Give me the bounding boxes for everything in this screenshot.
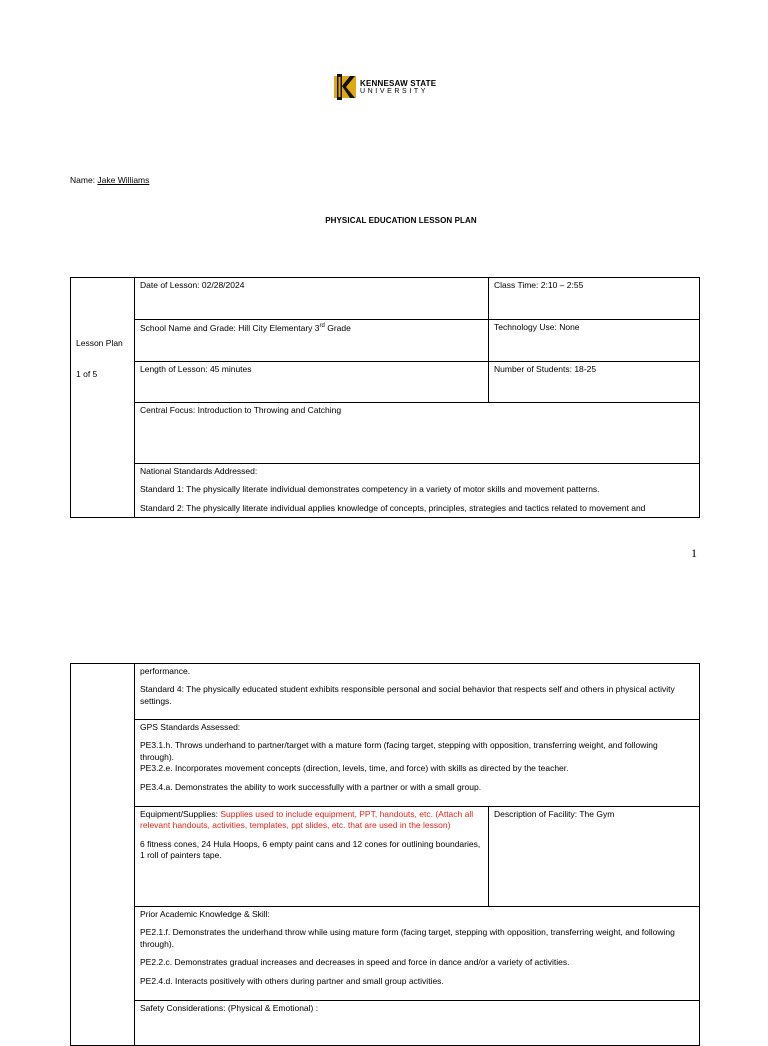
school-name-grade [135,320,489,362]
prior-skill-pe2-1-f: PE2.1.f. Demonstrates the underhand throw while using mature form (facing target, stepping with opposition, transferring weight, and following through). [140,927,675,949]
standard-2-continuation: performance. [140,666,191,676]
national-standards-section [135,464,700,518]
lesson-plan-sidebar [71,278,135,518]
gps-standard-pe3-1-h: PE3.1.h. Throws underhand to partner/target with a mature form (facing target, stepping with opposition, transferring weight, and following through). [140,740,658,762]
prior-skill-pe2-2-c: PE2.2.c. Demonstrates gradual increases and decreases in speed and force in dance and/or a variety of activities. [140,957,570,968]
prior-knowledge-section [135,907,700,1001]
lesson-plan-label: Lesson Plan [76,338,123,348]
safety-considerations: Safety Considerations: (Physical & Emotional) : [135,1001,700,1046]
ksu-monogram-icon [334,74,356,100]
lesson-plan-table-page2 [70,663,700,1046]
page-number: 1 [691,546,697,560]
standard-1-text: Standard 1: The physically literate individual demonstrates competency in a variety of motor skills and movement patterns. [140,484,600,495]
prior-skill-pe2-4-d: PE2.4.d. Interacts positively with others during partner and small group activities. [140,975,444,986]
document-title: PHYSICAL EDUCATION LESSON PLAN [325,216,477,225]
central-focus: Central Focus: Introduction to Throwing and Catching [135,403,700,464]
logo-line-university: UNIVERSITY [360,87,429,95]
facility-description: Description of Facility: The Gym [489,807,700,907]
page2-sidebar [71,664,135,1046]
technology-use: Technology Use: None [489,320,700,362]
equipment-supplies [135,807,489,907]
name-label: Name: [70,175,96,185]
gps-standard-pe3-2-e: PE3.2.e. Incorporates movement concepts (direction, levels, time, and force) with skills as directed by the teacher. [140,763,569,774]
date-of-lesson: Date of Lesson: 02/28/2024 [135,278,489,320]
equipment-list: 6 fitness cones, 24 Hula Hoops, 6 empty paint cans and 12 cones for outlining boundaries, 1 roll of painters tape. [140,838,481,861]
gps-standard-pe3-4-a: PE3.4.a. Demonstrates the ability to work successfully with a partner or with a small group. [140,781,482,792]
school-name-text: School Name and Grade: Hill City Elementary 3 [140,322,320,333]
lesson-plan-table-page1 [70,277,700,518]
name-value: Jake Williams [97,175,150,185]
standard-4-text: Standard 4: The physically educated student exhibits responsible personal and social behavior that respects self and others in physical activity settings. [140,684,675,706]
national-standards-heading: National Standards Addressed: [140,466,258,476]
kennesaw-state-logo [334,74,436,100]
school-grade-text: Grade [324,322,351,333]
length-of-lesson: Length of Lesson: 45 minutes [135,362,489,403]
lesson-plan-page-of: 1 of 5 [76,369,98,380]
prior-knowledge-heading: Prior Academic Knowledge & Skill: [140,909,270,919]
name-line [70,175,149,186]
number-of-students: Number of Students: 18-25 [489,362,700,403]
gps-standards-section [135,720,700,807]
logo-line-kennesaw: KENNESAW STATE [360,78,437,88]
standard-2-text: Standard 2: The physically literate individual applies knowledge of concepts, principles, strategies and tactics related to movement and [140,502,646,513]
equipment-instructions: Supplies used to include equipment, PPT, handouts, etc. (Attach all relevant handouts, activities, templates, ppt slides, etc. that are used in the lesson) [140,809,474,831]
grade-ordinal-suffix: rd [319,323,325,329]
class-time: Class Time: 2:10 – 2:55 [489,278,700,320]
national-standards-continued [135,664,700,720]
gps-standards-heading: GPS Standards Assessed: [140,722,241,732]
equipment-label: Equipment/Supplies: [140,809,218,819]
